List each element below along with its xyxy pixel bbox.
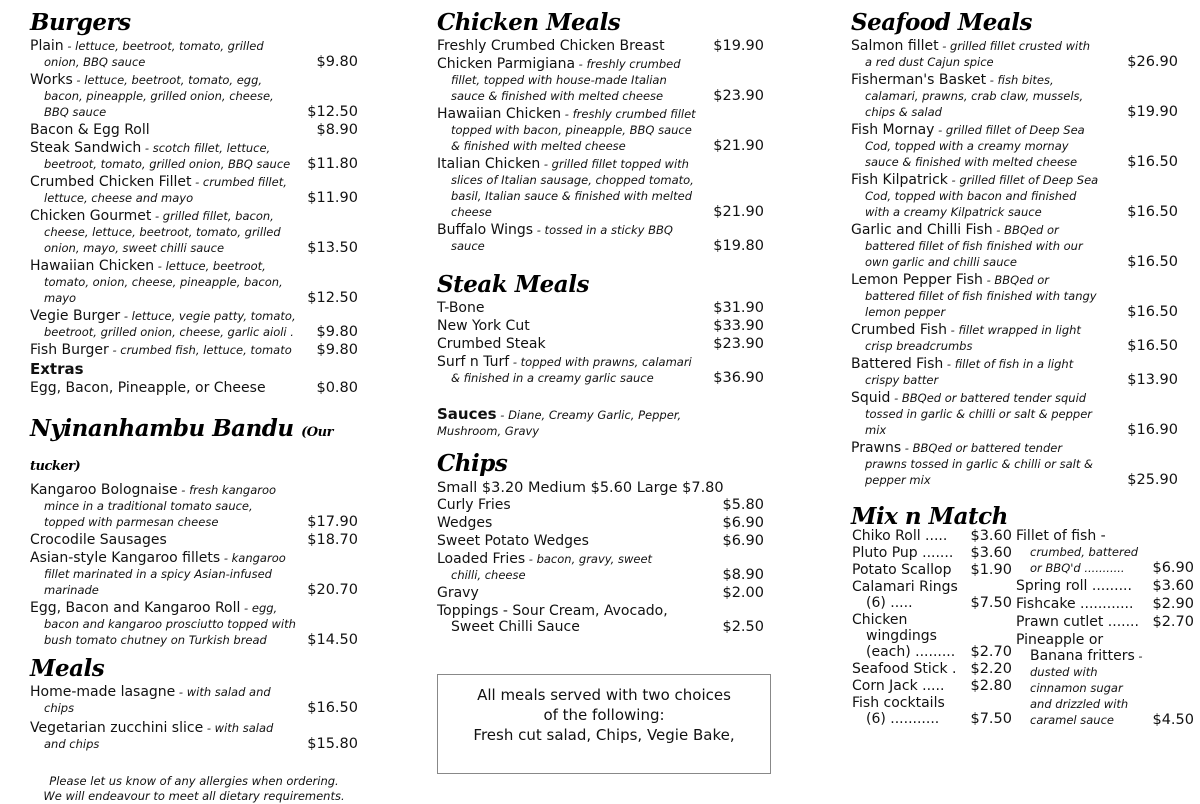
mix-item (852, 612, 1012, 660)
item-name: Chicken Parmigiana (437, 56, 576, 72)
chips-list (437, 497, 764, 635)
sauces-label: Sauces (437, 405, 497, 423)
item-description: - BBQed or battered tender prawns tossed in garlic & chilli or salt & pepper mix (865, 441, 1094, 487)
menu-item (851, 172, 1178, 220)
mix-item (852, 579, 1012, 611)
allergy-note (30, 774, 358, 804)
menu-item (30, 342, 358, 358)
item-price: $19.80 (713, 238, 764, 254)
mix-item-name: Fishcake ............ (1016, 596, 1134, 612)
menu-item (437, 551, 764, 583)
menu-item (437, 515, 764, 531)
item-name: Bacon & Egg Roll (30, 122, 150, 138)
mix-right-list (1016, 528, 1194, 758)
item-name: Fish Burger (30, 342, 109, 358)
mix-item-price: $2.20 (970, 661, 1012, 677)
item-name: Loaded Fries (437, 551, 526, 567)
tucker-list (30, 482, 358, 648)
mix-item (852, 678, 1012, 694)
mix-item-price: $1.90 (970, 562, 1012, 578)
item-price: $2.00 (722, 585, 764, 601)
menu-item (437, 106, 764, 154)
menu-item (851, 390, 1178, 438)
item-name: Battered Fish (851, 356, 944, 372)
chicken-list (437, 38, 764, 254)
steak-heading: Steak Meals (437, 271, 589, 298)
item-description: - grilled fillet of Deep Sea Cod, topped with bacon and finished with a creamy Kilpatrick sauce (865, 173, 1099, 219)
mix-item (852, 661, 1012, 677)
mix-item-price: $2.80 (970, 678, 1012, 694)
mix-item-price: $6.90 (1152, 560, 1194, 576)
menu-item (851, 38, 1178, 70)
item-name: Asian-style Kangaroo fillets (30, 550, 221, 566)
mix-item-price: $7.50 (970, 711, 1012, 727)
item-name: Crocodile Sausages (30, 532, 167, 548)
item-name: Steak Sandwich (30, 140, 142, 156)
item-description: - lettuce, beetroot, tomato, egg, bacon, pineapple, grilled onion, cheese, BBQ sauce (44, 73, 274, 119)
menu-item (851, 222, 1178, 270)
item-price: $19.90 (713, 38, 764, 54)
item-name: Fish Mornay (851, 122, 935, 138)
mix-item-description: crumbed, battered or BBQ'd ........... (1030, 545, 1139, 575)
item-description: - BBQed or battered fillet of fish finished with our own garlic and chilli sauce (865, 223, 1083, 269)
item-price: $6.90 (722, 533, 764, 549)
meal-choices-box (437, 674, 771, 774)
item-name: Hawaiian Chicken (437, 106, 562, 122)
item-name: Curly Fries (437, 497, 511, 513)
mix-item-name: Chicken wingdings (each) ......... (852, 612, 956, 660)
extras-name: Egg, Bacon, Pineapple, or Cheese (30, 380, 266, 396)
item-name: Works (30, 72, 73, 88)
item-description: - crumbed fish, lettuce, tomato (108, 343, 292, 357)
item-description: - fillet of fish in a light crispy batter (865, 357, 1074, 387)
menu-item (851, 322, 1178, 354)
menu-item (30, 38, 358, 70)
item-price: $16.50 (1127, 338, 1178, 354)
mix-item-name: Pineapple or Banana fritters (1016, 632, 1135, 664)
item-description: - tossed in a sticky BBQ sauce (451, 223, 673, 253)
mix-item-price: $2.90 (1152, 596, 1194, 612)
item-name: Squid (851, 390, 891, 406)
allergy-note-line2: We will endeavour to meet all dietary requirements. (43, 789, 345, 803)
menu-item (437, 497, 764, 513)
item-description: - grilled fillet of Deep Sea Cod, topped with a creamy mornay sauce & finished with melted cheese (865, 123, 1085, 169)
menu-item (437, 603, 764, 635)
item-price: $21.90 (713, 204, 764, 220)
mix-heading: Mix n Match (851, 503, 1008, 530)
menu-item (30, 482, 358, 530)
item-price: $20.70 (307, 582, 358, 598)
column-middle (437, 8, 764, 637)
tucker-heading (30, 414, 358, 482)
item-price: $15.80 (307, 736, 358, 752)
menu-item (30, 140, 358, 172)
mix-item-price: $3.60 (1152, 578, 1194, 594)
item-name: Buffalo Wings (437, 222, 534, 238)
item-name: Chicken Gourmet (30, 208, 152, 224)
mix-item (1016, 632, 1194, 728)
item-description: - topped with prawns, calamari & finished in a creamy garlic sauce (451, 355, 692, 385)
item-name: Fish Kilpatrick (851, 172, 948, 188)
mix-item (852, 528, 1012, 544)
mix-item (1016, 596, 1194, 612)
item-description: - with salad and chips (44, 721, 274, 751)
item-name: Fisherman's Basket (851, 72, 987, 88)
item-price: $36.90 (713, 370, 764, 386)
item-name: Kangaroo Bolognaise (30, 482, 178, 498)
mix-item-price: $3.60 (970, 528, 1012, 544)
menu-item (30, 122, 358, 138)
box-line2: of the following: (543, 706, 665, 724)
mix-item-name: Chiko Roll ..... (852, 528, 948, 544)
meals-list (30, 684, 358, 752)
menu-item (851, 356, 1178, 388)
menu-item (30, 532, 358, 548)
mix-item (852, 695, 1012, 727)
mix-item-name: Prawn cutlet ....... (1016, 614, 1139, 630)
item-description: - grilled fillet topped with slices of Italian sausage, chopped tomato, basil, Italian sauce & finished with melted cheese (451, 157, 694, 219)
item-description: - crumbed fillet, lettuce, cheese and mayo (44, 175, 287, 205)
item-price: $16.50 (1127, 304, 1178, 320)
item-description: - lettuce, vegie patty, tomato, beetroot, grilled onion, cheese, garlic aioli . (44, 309, 296, 339)
item-name: T-Bone (437, 300, 485, 316)
tucker-title: Nyinanhambu Bandu (30, 415, 294, 442)
item-name: Prawns (851, 440, 902, 456)
item-price: $33.90 (713, 318, 764, 334)
item-price: $13.50 (307, 240, 358, 256)
menu-item (30, 208, 358, 256)
mix-item-price: $2.70 (970, 644, 1012, 660)
item-price: $21.90 (713, 138, 764, 154)
item-price: $17.90 (307, 514, 358, 530)
menu-item (30, 72, 358, 120)
item-price: $19.90 (1127, 104, 1178, 120)
menu-item (437, 222, 764, 254)
item-description: - scotch fillet, lettuce, beetroot, tomato, grilled onion, BBQ sauce (44, 141, 291, 171)
item-description: - fish bites, calamari, prawns, crab claw, mussels, chips & salad (865, 73, 1084, 119)
menu-item (437, 585, 764, 601)
mix-item (1016, 528, 1194, 576)
item-price: $2.50 (722, 619, 764, 635)
item-price: $13.90 (1127, 372, 1178, 388)
menu-item (30, 550, 358, 598)
box-line3: Fresh cut salad, Chips, Vegie Bake, (473, 726, 735, 744)
mix-item-name: Pluto Pup ....... (852, 545, 954, 561)
mix-item-description: - dusted with cinnamon sugar and drizzled with caramel sauce (1030, 649, 1143, 727)
item-name: Home-made lasagne (30, 684, 176, 700)
column-left (30, 8, 358, 804)
mix-item-price: $3.60 (970, 545, 1012, 561)
item-price: $9.80 (316, 324, 358, 340)
item-name: Toppings - Sour Cream, Avocado, Sweet Chilli Sauce (437, 603, 668, 635)
item-name: Crumbed Steak (437, 336, 546, 352)
tucker-subtitle: (Our tucker) (30, 425, 333, 474)
item-price: $14.50 (307, 632, 358, 648)
item-price: $11.90 (307, 190, 358, 206)
item-description: - freshly crumbed fillet, topped with house-made Italian sauce & finished with melted cheese (451, 57, 681, 103)
item-name: Plain (30, 38, 64, 54)
menu-item (437, 156, 764, 220)
menu-item (30, 720, 358, 752)
menu-item (30, 174, 358, 206)
menu-item (437, 300, 764, 316)
menu-item (437, 533, 764, 549)
mix-left-list (852, 528, 1012, 758)
item-price: $5.80 (722, 497, 764, 513)
item-price: $16.50 (1127, 154, 1178, 170)
item-price: $12.50 (307, 290, 358, 306)
item-description: - egg, bacon and kangaroo prosciutto topped with bush tomato chutney on Turkish bread (44, 601, 296, 647)
mix-item (1016, 578, 1194, 594)
seafood-heading: Seafood Meals (851, 9, 1032, 36)
item-name: Lemon Pepper Fish (851, 272, 983, 288)
mix-item-name: Corn Jack ..... (852, 678, 945, 694)
item-name: Hawaiian Chicken (30, 258, 155, 274)
item-description: - bacon, gravy, sweet chilli, cheese (451, 552, 653, 582)
extras-price: $0.80 (316, 380, 358, 396)
allergy-note-line1: Please let us know of any allergies when ordering. (49, 774, 339, 788)
menu-item (851, 272, 1178, 320)
mix-item (1016, 614, 1194, 630)
chicken-heading: Chicken Meals (437, 9, 621, 36)
menu-item (30, 258, 358, 306)
item-price: $31.90 (713, 300, 764, 316)
item-name: Garlic and Chilli Fish (851, 222, 993, 238)
burgers-heading: Burgers (30, 9, 131, 36)
item-name: Egg, Bacon and Kangaroo Roll (30, 600, 241, 616)
item-name: Italian Chicken (437, 156, 541, 172)
mix-item-price: $2.70 (1152, 614, 1194, 630)
mix-item (852, 562, 1012, 578)
item-name: Vegetarian zucchini slice (30, 720, 204, 736)
mix-item-name: Calamari Rings (6) ..... (852, 579, 958, 611)
steak-list (437, 300, 764, 386)
sauces-desc: - Diane, Creamy Garlic, Pepper, Mushroom, Gravy (437, 408, 682, 438)
item-name: Gravy (437, 585, 479, 601)
item-price: $16.50 (1127, 204, 1178, 220)
mix-item-name: Fish cocktails (6) ........... (852, 695, 945, 727)
item-name: Wedges (437, 515, 493, 531)
item-name: Salmon fillet (851, 38, 939, 54)
item-price: $8.90 (316, 122, 358, 138)
menu-item (437, 336, 764, 352)
item-price: $23.90 (713, 336, 764, 352)
item-name: New York Cut (437, 318, 530, 334)
item-description: - fresh kangaroo mince in a traditional tomato sauce, topped with parmesan cheese (44, 483, 277, 529)
item-price: $12.50 (307, 104, 358, 120)
item-price: $8.90 (722, 567, 764, 583)
mix-item (852, 545, 1012, 561)
mix-item-price: $4.50 (1152, 712, 1194, 728)
item-name: Sweet Potato Wedges (437, 533, 589, 549)
menu-item (851, 440, 1178, 488)
item-price: $18.70 (307, 532, 358, 548)
item-description: - kangaroo fillet marinated in a spicy Asian-infused marinade (44, 551, 286, 597)
item-price: $16.50 (307, 700, 358, 716)
item-price: $23.90 (713, 88, 764, 104)
menu-item (30, 600, 358, 648)
item-price: $6.90 (722, 515, 764, 531)
column-right (851, 8, 1178, 532)
mix-item-name: Spring roll ......... (1016, 578, 1132, 594)
extras-item (30, 378, 358, 398)
item-description: - BBQed or battered tender squid tossed in garlic & chilli or salt & pepper mix (865, 391, 1093, 437)
menu-item (851, 122, 1178, 170)
chips-heading: Chips (437, 450, 508, 477)
meals-heading: Meals (30, 655, 105, 682)
item-price: $16.50 (1127, 254, 1178, 270)
sauces-info (437, 406, 687, 439)
item-name: Vegie Burger (30, 308, 121, 324)
item-price: $9.80 (316, 342, 358, 358)
item-description: - lettuce, beetroot, tomato, grilled onion, BBQ sauce (44, 39, 264, 69)
item-description: - BBQed or battered fillet of fish finished with tangy lemon pepper (865, 273, 1097, 319)
mix-item-name: Seafood Stick . (852, 661, 957, 677)
menu-item (437, 56, 764, 104)
menu-item (437, 354, 764, 386)
item-price: $16.90 (1127, 422, 1178, 438)
menu-item (437, 38, 764, 54)
mix-item-price: $7.50 (970, 595, 1012, 611)
item-description: - fillet wrapped in light crisp breadcrumbs (865, 323, 1081, 353)
menu-item (851, 72, 1178, 120)
box-line1: All meals served with two choices (477, 686, 731, 704)
item-name: Freshly Crumbed Chicken Breast (437, 38, 665, 54)
menu-item (30, 684, 358, 716)
item-description: - freshly crumbed fillet topped with bacon, pineapple, BBQ sauce & finished with melted cheese (451, 107, 696, 153)
item-name: Crumbed Chicken Fillet (30, 174, 192, 190)
item-description: - grilled fillet, bacon, cheese, lettuce, beetroot, tomato, grilled onion, mayo, sweet chilli sauce (44, 209, 281, 255)
item-description: - with salad and chips (44, 685, 271, 715)
item-price: $9.80 (316, 54, 358, 70)
mix-item-name: Fillet of fish - (1016, 528, 1106, 544)
menu-item (30, 308, 358, 340)
seafood-list (851, 38, 1178, 488)
item-price: $25.90 (1127, 472, 1178, 488)
item-description: - grilled fillet crusted with a red dust Cajun spice (865, 39, 1091, 69)
extras-heading: Extras (30, 360, 84, 378)
item-name: Surf n Turf (437, 354, 510, 370)
item-name: Crumbed Fish (851, 322, 947, 338)
burgers-list (30, 38, 358, 358)
mix-item-name: Potato Scallop (852, 562, 952, 578)
chips-sizes: Small $3.20 Medium $5.60 Large $7.80 (437, 480, 724, 496)
menu-item (437, 318, 764, 334)
item-description: - lettuce, beetroot, tomato, onion, cheese, pineapple, bacon, mayo (44, 259, 283, 305)
item-price: $26.90 (1127, 54, 1178, 70)
item-price: $11.80 (307, 156, 358, 172)
